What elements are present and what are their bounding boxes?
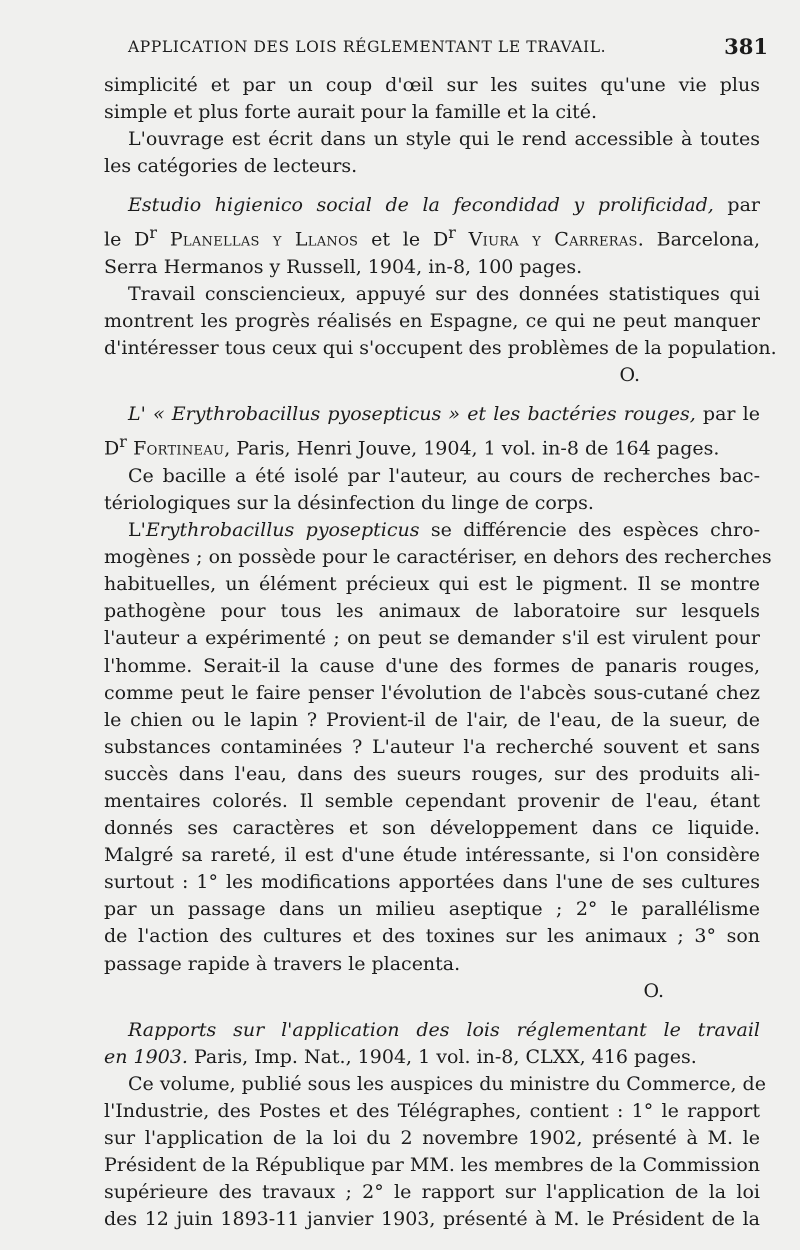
review-title-line	[104, 401, 760, 428]
text-line: simplicité et par un coup d'œil sur les suites qu'une vie plus	[104, 74, 760, 96]
page-number: 381	[724, 34, 768, 59]
text-line: Malgré sa rareté, il est d'une étude intéressante, si l'on considère	[104, 844, 760, 867]
text-line: supérieure des travaux ; 2° le rapport sur l'application de la loi	[104, 1181, 760, 1204]
text-line: sur l'application de la loi du 2 novembre 1902, présenté à M. le	[104, 1127, 760, 1150]
text-fragment: par le	[695, 403, 760, 426]
text-line: montrent les progrès réalisés en Espagne, ce qui ne peut manquer	[104, 310, 760, 333]
text-line: surtout : 1° les modifications apportées dans l'une de ses cultures	[104, 871, 760, 894]
text-line: Ce volume, publié sous les auspices du ministre du Commerce, de	[128, 1072, 766, 1095]
review-title-line	[104, 1044, 760, 1071]
text-line: pathogène pour tous les animaux de laboratoire sur lesquels	[104, 600, 760, 623]
text-fragment: L' «	[128, 403, 172, 426]
paragraph-continuation	[104, 72, 760, 126]
text-line: Travail consciencieux, appuyé sur des données statistiques qui	[128, 282, 760, 305]
text-fragment: , Paris, Henri Jouve, 1904, 1 vol. in-8 de 164 pages.	[224, 437, 720, 460]
text-line: de l'action des cultures et des toxines sur les animaux ; 3° son	[104, 925, 760, 948]
review-rapports-body	[104, 1071, 766, 1234]
text-line: comme peut le faire penser l'évolution de l'abcès sous-cutané chez	[104, 681, 760, 704]
text-line: Ce bacille a été isolé par l'auteur, au cours de recherches bac-	[128, 464, 760, 487]
text-line: les catégories de lecteurs.	[104, 155, 358, 178]
text-line: l'Industrie, des Postes et des Télégraphes, contient : 1° le rapport	[104, 1100, 760, 1123]
running-header	[108, 34, 768, 60]
review-title-line: Rapports sur l'application des lois réglementant le travail	[128, 1018, 760, 1041]
review-title: Erythrobacillus pyosepticus	[171, 403, 442, 426]
text-line: habituelles, un élément précieux qui est le pigment. Il se montre	[104, 573, 760, 596]
review-estudio-higienico	[104, 192, 760, 281]
text-fragment: Erythrobacillus pyosepticus	[145, 519, 420, 542]
author-name: Planellas y Llanos	[169, 228, 359, 251]
text-line: des 12 juin 1893-11 janvier 1903, présenté à M. le Président de la	[104, 1208, 760, 1231]
text-line: d'intéresser tous ceux qui s'occupent des problèmes de la population.	[104, 337, 777, 360]
text-fragment: » et les bactéries rouges,	[441, 403, 696, 426]
superscript: r	[448, 223, 456, 243]
review-erythrobacillus-body1	[104, 463, 760, 517]
superscript: r	[119, 432, 127, 452]
text-line: L'ouvrage est écrit dans un style qui le rend accessible à toutes	[128, 128, 760, 151]
text-line: simple et plus forte aurait pour la famille et la cité.	[104, 101, 598, 124]
header-title: APPLICATION DES LOIS RÉGLEMENTANT LE TRAVAIL.	[128, 38, 607, 56]
author-name: Viura y Carreras	[468, 228, 638, 251]
text-line: l'auteur a expérimenté ; on peut se demander s'il est virulent pour	[104, 627, 760, 650]
text-by: par	[727, 194, 760, 217]
superscript: r	[149, 223, 157, 243]
review-erythrobacillus	[104, 401, 760, 463]
review-estudio-body	[104, 281, 777, 362]
text-line: passage rapide à travers le placenta.	[104, 952, 461, 975]
text-fragment: Paris, Imp. Nat., 1904, 1 vol. in-8, CLXX, 416 pages.	[187, 1045, 697, 1068]
text-line: l'homme. Serait-il la cause d'une des formes de panaris rouges,	[104, 654, 760, 677]
text-line: Serra Hermanos y Russell, 1904, in-8, 100 pages.	[104, 255, 583, 278]
paragraph-accessibility	[104, 126, 760, 180]
text-line: mentaires colorés. Il semble cependant provenir de l'eau, étant	[104, 790, 760, 812]
text-fragment: en 1903.	[104, 1045, 188, 1068]
page-body	[104, 72, 777, 1234]
text-line: Président de la République par MM. les membres de la Commission	[104, 1154, 760, 1177]
text-fragment: D	[104, 437, 120, 460]
text-fragment: se différencie des espèces chro-	[419, 519, 760, 542]
text-fragment: le D	[104, 228, 150, 251]
signature: O.	[643, 979, 664, 1002]
text-line: mogènes ; on possède pour le caractériser, en dehors des recherches	[104, 546, 772, 569]
text-fragment: L'	[128, 519, 146, 542]
text-line: tériologiques sur la désinfection du linge de corps.	[104, 491, 594, 514]
text-line	[104, 517, 760, 544]
text-fragment: . Barcelona,	[637, 228, 760, 251]
review-erythrobacillus-body2	[104, 517, 772, 978]
text-line: succès dans l'eau, dans des sueurs rouges, sur des produits ali-	[104, 762, 760, 785]
review-title-line	[104, 192, 760, 219]
text-line: le chien ou le lapin ? Provient-il de l'air, de l'eau, de la sueur, de	[104, 708, 760, 731]
review-title: Estudio higienico social de la fecondidad y prolificidad,	[128, 194, 714, 217]
signature: O.	[619, 364, 640, 387]
review-author-line	[104, 428, 760, 462]
text-line: donnés ses caractères et son développement dans ce liquide.	[104, 817, 760, 840]
author-name: Fortineau	[126, 437, 225, 460]
text-line: par un passage dans un milieu aseptique ; 2° le parallélisme	[104, 898, 760, 921]
text-line: substances contaminées ? L'auteur l'a recherché souvent et sans	[104, 735, 760, 758]
review-authors-line	[104, 219, 760, 253]
text-fragment: et le D	[358, 228, 449, 251]
review-rapports	[104, 1017, 760, 1071]
